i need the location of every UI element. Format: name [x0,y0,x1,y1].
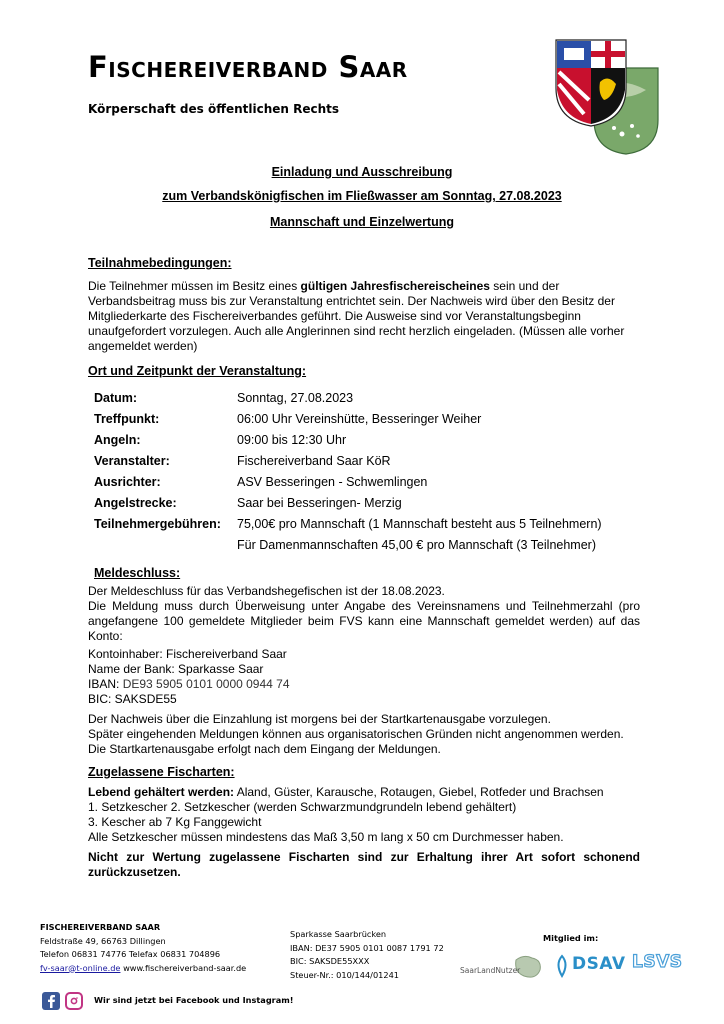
event-label: Datum: [94,391,138,405]
start-card-note: Die Startkartenausgabe erfolgt nach dem Eingang der Meldungen. [88,742,441,756]
bank-name: Name der Bank: Sparkasse Saar [88,662,264,676]
dsav-logo: DSAV [553,952,627,982]
payment-note: Der Nachweis über die Einzahlung ist morgens bei der Startkartenausgabe vorzulegen. [88,712,551,726]
keepnet-rule-1: 1. Setzkescher 2. Setzkescher (werden Schwarzmundgrundeln lebend gehältert) [88,800,517,814]
event-label: Angelstrecke: [94,496,177,510]
deadline-text: Der Meldeschluss für das Verbandshegefischen ist der 18.08.2023. [88,584,445,598]
competition-type: Mannschaft und Einzelwertung [269,215,455,229]
conditions-heading: Teilnahmebedingungen: [88,256,232,270]
event-value: 75,00€ pro Mannschaft (1 Mannschaft besteht aus 5 Teilnehmern) [237,517,602,531]
keepnet-rule-3: Alle Setzkescher müssen mindestens das Maß 3,50 m lang x 50 cm Durchmesser haben. [88,830,564,844]
coat-of-arms-icon [554,38,664,156]
registration-heading: Meldeschluss: [94,566,181,580]
facebook-icon[interactable] [42,992,60,1010]
registration-instructions: Die Meldung muss durch Überweisung unter Angabe des Vereinsnamens und Teilnehmerzahl (pro angefangene 100 gemeldete Mitglieder beim FVS kann eine Mannschaft gemeldet werden) auf das Konto: [88,599,640,643]
event-label: Treffpunkt: [94,412,160,426]
footer-email-link[interactable]: fv-saar@t-online.de [40,962,121,973]
org-title: Fischereiverband Saar [88,50,408,84]
org-subtitle: Körperschaft des öffentlichen Rechts [88,102,340,116]
event-value: Für Damenmannschaften 45,00 € pro Mannschaft (3 Teilnehmer) [237,538,596,552]
footer-bic: BIC: SAKSDE55XXX [290,956,370,966]
late-note: Später eingehenden Meldungen können aus organisatorischen Gründen nicht angenommen werden. [88,727,624,741]
footer-bank-name: Sparkasse Saarbrücken [290,929,387,939]
footer-iban: IBAN: DE37 5905 0101 0087 1791 72 [290,942,444,953]
event-label: Ausrichter: [94,475,161,489]
event-label: Angeln: [94,433,141,447]
event-label: Teilnehmergebühren: [94,517,221,531]
release-note: Nicht zur Wertung zugelassene Fischarten sind zur Erhaltung ihrer Art sofort schonend zurückzusetzen. [88,850,640,879]
event-value: Fischereiverband Saar KöR [237,454,391,468]
bic: BIC: SAKSDE55 [88,692,177,706]
footer-website[interactable]: www.fischereiverband-saar.de [123,962,247,973]
instagram-icon[interactable] [65,992,83,1010]
event-value: 06:00 Uhr Vereinshütte, Besseringer Weiher [237,412,482,426]
keepnet-rule-2: 3. Kescher ab 7 Kg Fanggewicht [88,815,262,829]
invitation-title: Einladung und Ausschreibung [271,165,453,179]
live-species: Lebend gehältert werden: Aland, Güster, Karausche, Rotaugen, Giebel, Rotfeder und Brachsen [88,785,604,799]
footer-address: Feldstraße 49, 66763 Dillingen [40,935,166,946]
event-heading: Ort und Zeitpunkt der Veranstaltung: [88,364,307,378]
event-value: Saar bei Besseringen- Merzig [237,496,402,510]
fish-block [88,785,640,880]
footer-org: FISCHEREIVERBAND SAAR [40,922,161,932]
iban: IBAN: DE93 5905 0101 0000 0944 74 [88,677,290,691]
saarlandnutzer-logo: SaarLandNutzer [460,954,550,982]
footer-bank [290,928,444,982]
member-label: Mitglied im: [543,933,599,943]
footer-contact [40,921,246,975]
lsvs-logo: LSVS [632,952,683,972]
footer-phone: Telefon 06831 74776 Telefax 06831 704896 [40,949,221,959]
account-holder: Kontoinhaber: Fischereiverband Saar [88,647,287,661]
conditions-text: Die Teilnehmer müssen im Besitz eines gültigen Jahresfischereischeines sein und der Verbandsbeitrag muss bis zur Veranstaltung entrichtet sein. Der Nachweis wird über den Besitz der Mitgliederkarte des Fischereiverbandes geführt. Die Ausweise sind vor Veranstaltungsbeginn unaufgefordert vorzulegen. Auch alle Anglerinnen sind recht herzlich eingeladen. (Müssen alle vorher angemeldet werden) [88,279,625,353]
registration-block [88,584,640,757]
event-value: 09:00 bis 12:30 Uhr [237,433,347,447]
event-title: zum Verbandskönigfischen im Fließwasser am Sonntag, 27.08.2023 [162,189,562,203]
social-bar [42,992,294,1010]
event-value: ASV Besseringen - Schwemlingen [237,475,428,489]
footer-tax: Steuer-Nr.: 010/144/01241 [290,969,399,980]
event-value: Sonntag, 27.08.2023 [237,391,354,405]
dsav-fish-icon [553,954,571,978]
social-text: Wir sind jetzt bei Facebook und Instagram! [94,995,294,1006]
event-label: Veranstalter: [94,454,170,468]
fish-heading: Zugelassene Fischarten: [88,765,235,779]
